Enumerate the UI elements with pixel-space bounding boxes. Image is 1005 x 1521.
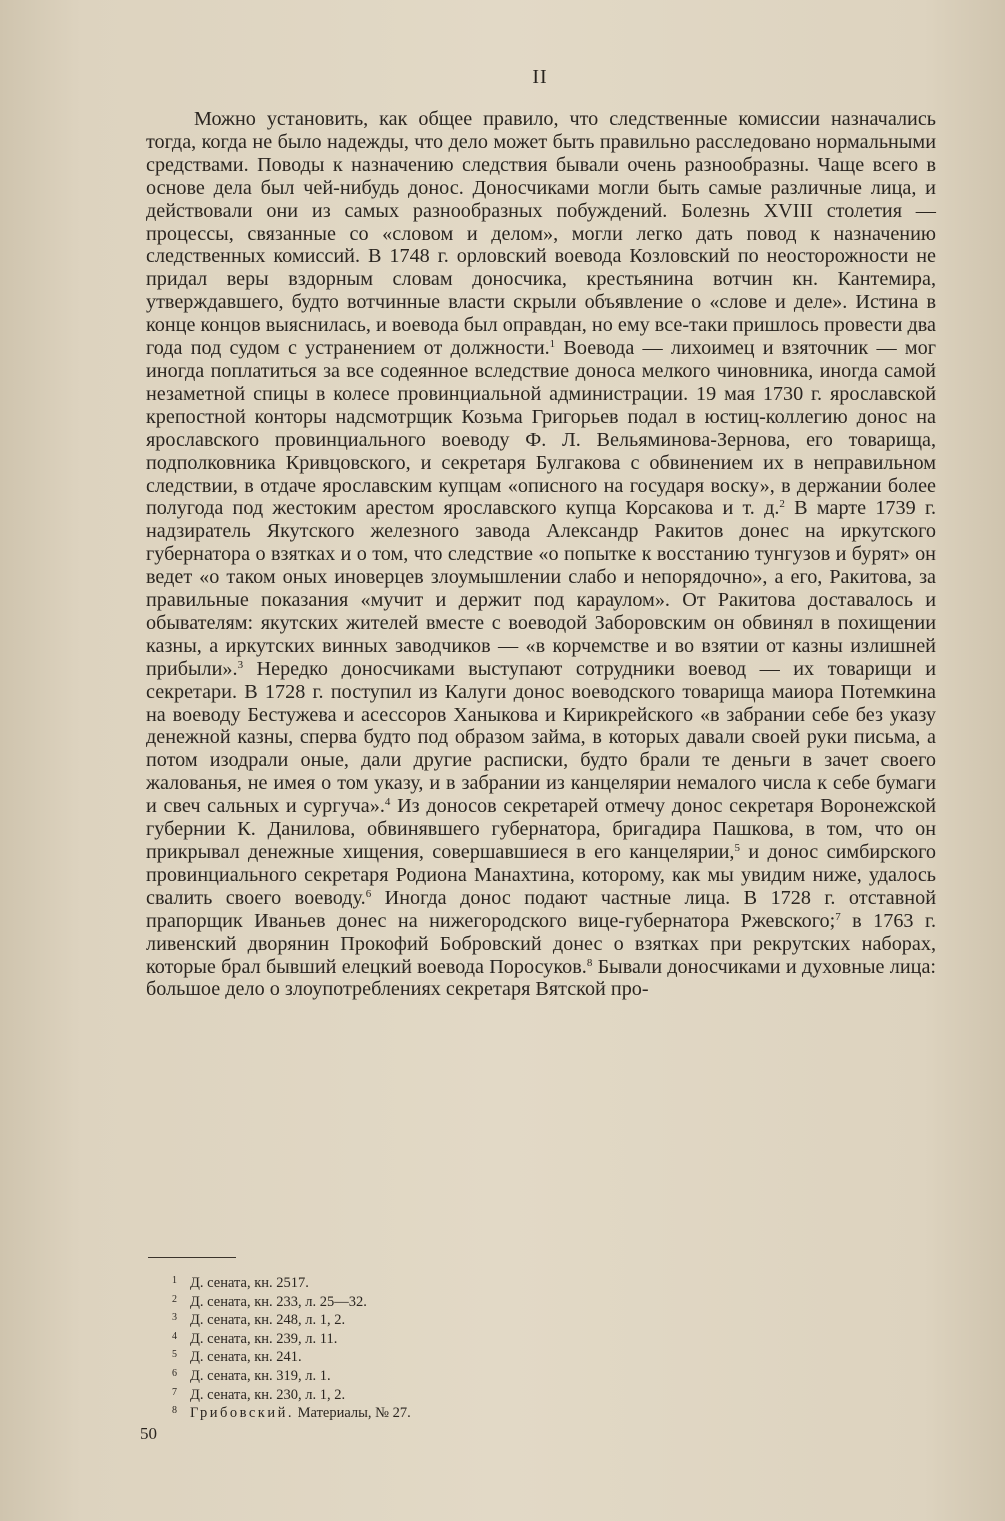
- footnote-text: Д. сената, кн. 233, л. 25—32.: [190, 1293, 367, 1310]
- footnotes: [172, 1273, 411, 1422]
- footnote-ref: 3: [237, 658, 244, 671]
- text-segment: Иногда донос подают частные лица. В 1728 г. отставной прапорщик Иваньев донес на нижегородского вице-губернатора Ржевского;: [146, 886, 937, 932]
- footnote-ref: 8: [586, 956, 593, 969]
- main-text: [146, 108, 936, 1001]
- footnote-ref: 6: [365, 887, 372, 900]
- text-segment: Бывали доносчиками и духовные лица: большое дело о злоупотреблениях секретаря Вятской про-: [146, 955, 937, 1001]
- footnote-number: 8: [172, 1405, 177, 1417]
- footnote-number: 6: [172, 1367, 177, 1379]
- footnote-text: Д. сената, кн. 230, л. 1, 2.: [190, 1386, 346, 1403]
- footnote-divider: [148, 1257, 236, 1258]
- footnote-number: 5: [172, 1349, 177, 1361]
- text-segment: Воевода — лихоимец и взяточник — мог иногда поплатиться за все содеянное вследствие доноса мелкого чиновника, иногда самой незаметной спицы в колесе провинциальной администрации. 19 мая 1730 г. ярославской крепостной конторы надсмотрщик Козьма Григорьев подал в юстиц-коллегию донос на ярославского провинциального воеводу Ф. Л. Вельяминова-Зернова, его товарища, подполковника Кривцовского, и секретаря Булгакова с обвинением их в неправильном следствии, в отдаче ярославским купцам «описного на государя воску», в держании более полугода под жестоким арестом ярославского купца Корсакова и т. д.: [146, 337, 936, 520]
- footnote-ref: 2: [779, 498, 785, 511]
- footnote-number: 1: [172, 1275, 177, 1286]
- footnote: [172, 1347, 411, 1366]
- footnote-text: Д. сената, кн. 319, л. 1.: [190, 1367, 331, 1384]
- footnote-ref: 7: [835, 910, 841, 923]
- footnote-text: Д. сената, кн. 239, л. 11.: [190, 1330, 338, 1347]
- text-segment: В марте 1739 г. надзиратель Якутского железного завода Александр Ракитов донес на иркутского губернатора о взятках и о том, что следствие «о попытке к восстанию тунгузов и бурят» он ведет «о таком оных иноверцев злоумышлении слабо и непорядочно», а его, Ракитова, за правильные показания «мучит и держит под караулом». От Ракитова доставалось и обывателям: якутских жителей вместе с воеводой Заборовским он обвинял в похищении казны, а иркутских винных заводчиков — «в корчемстве и во взятии от казны излишней прибыли».: [146, 497, 936, 680]
- footnote-text: Д. сената, кн. 2517.: [190, 1275, 309, 1291]
- page-number: 50: [140, 1424, 157, 1443]
- footnote-number: 4: [172, 1330, 177, 1342]
- footnote-number: 2: [172, 1293, 177, 1305]
- footnote: [172, 1329, 411, 1348]
- footnote-number: 7: [172, 1386, 177, 1398]
- footnote-ref: 4: [384, 796, 391, 809]
- paragraph: [146, 108, 936, 1001]
- text-segment: в 1763 г. ливенский дворянин Прокофий Бобровский донес о взятках при рекрутских наборах, которые брал бывший елецкий воевода Поросуков.: [146, 909, 936, 978]
- footnote-text: Д. сената, кн. 241.: [190, 1349, 302, 1366]
- footnote-author: Грибовский.: [190, 1405, 294, 1422]
- chapter-heading: II: [532, 66, 548, 88]
- footnote: [172, 1366, 411, 1385]
- text-segment: Нередко доносчиками выступают сотрудники воевод — их товарищи и секретари. В 1728 г. поступил из Калуги донос воеводского товарища маиора Потемкина на воеводу Бестужева и асессоров Ханыкова и Кирикрейского «в забрании себе без указу денежной казны, сперва будто под образом займа, в которых давали своей руки письма, а потом изодрали оные, дали другие расписки, будто брали те деньги в зачет своего жалованья, не имея о том указу, и в забрании из канцелярии немалого числа к себе бумаги и свеч сальных и сургуча».: [146, 657, 936, 818]
- footnote: [172, 1292, 411, 1311]
- footnote-number: 3: [172, 1312, 177, 1324]
- footnote: [172, 1273, 411, 1292]
- text-segment: Из доносов секретарей отмечу донос секретаря Воронежской губернии К. Данилова, обвинявшего губернатора, бригадира Пашкова, в том, что он прикрывал денежные хищения, совершавшиеся в его канцелярии,: [146, 795, 937, 863]
- footnote-ref: 1: [549, 338, 556, 351]
- footnote-text: Материалы, № 27.: [297, 1405, 411, 1422]
- footnote-ref: 5: [734, 842, 740, 854]
- footnote-text: Д. сената, кн. 248, л. 1, 2.: [190, 1312, 346, 1329]
- footnote: [172, 1385, 411, 1404]
- text-segment: и донос симбирского провинциального секретаря Родиона Манахтина, которому, как мы увидим ниже, удалось свалить своего воеводу.: [146, 841, 936, 909]
- text-segment: Можно установить, как общее правило, что следственные комиссии назначались тогда, когда не было надежды, что дело может быть правильно расследовано нормальными средствами. Поводы к назначению следствия бывали очень разнообразны. Чаще всего в основе дела был чей-нибудь донос. Доносчиками могли быть самые различные лица, и действовали они из самых разнообразных побуждений. Болезнь XVIII столетия — процессы, связанные со «словом и делом», могли легко дать повод к назначению следственных комиссий. В 1748 г. орловский воевода Козловский по неосторожности не придал веры вздорным словам доносчика, крестьянина вотчин кн. Кантемира, утверждавшего, будто вотчинные власти скрыли объявление о «слове и деле». Истина в конце концов выяснилась, и воевода был оправдан, но ему все-таки пришлось провести два года под судом с устранением от должности.: [146, 108, 936, 360]
- footnote: [172, 1310, 411, 1329]
- footnote: [172, 1403, 411, 1422]
